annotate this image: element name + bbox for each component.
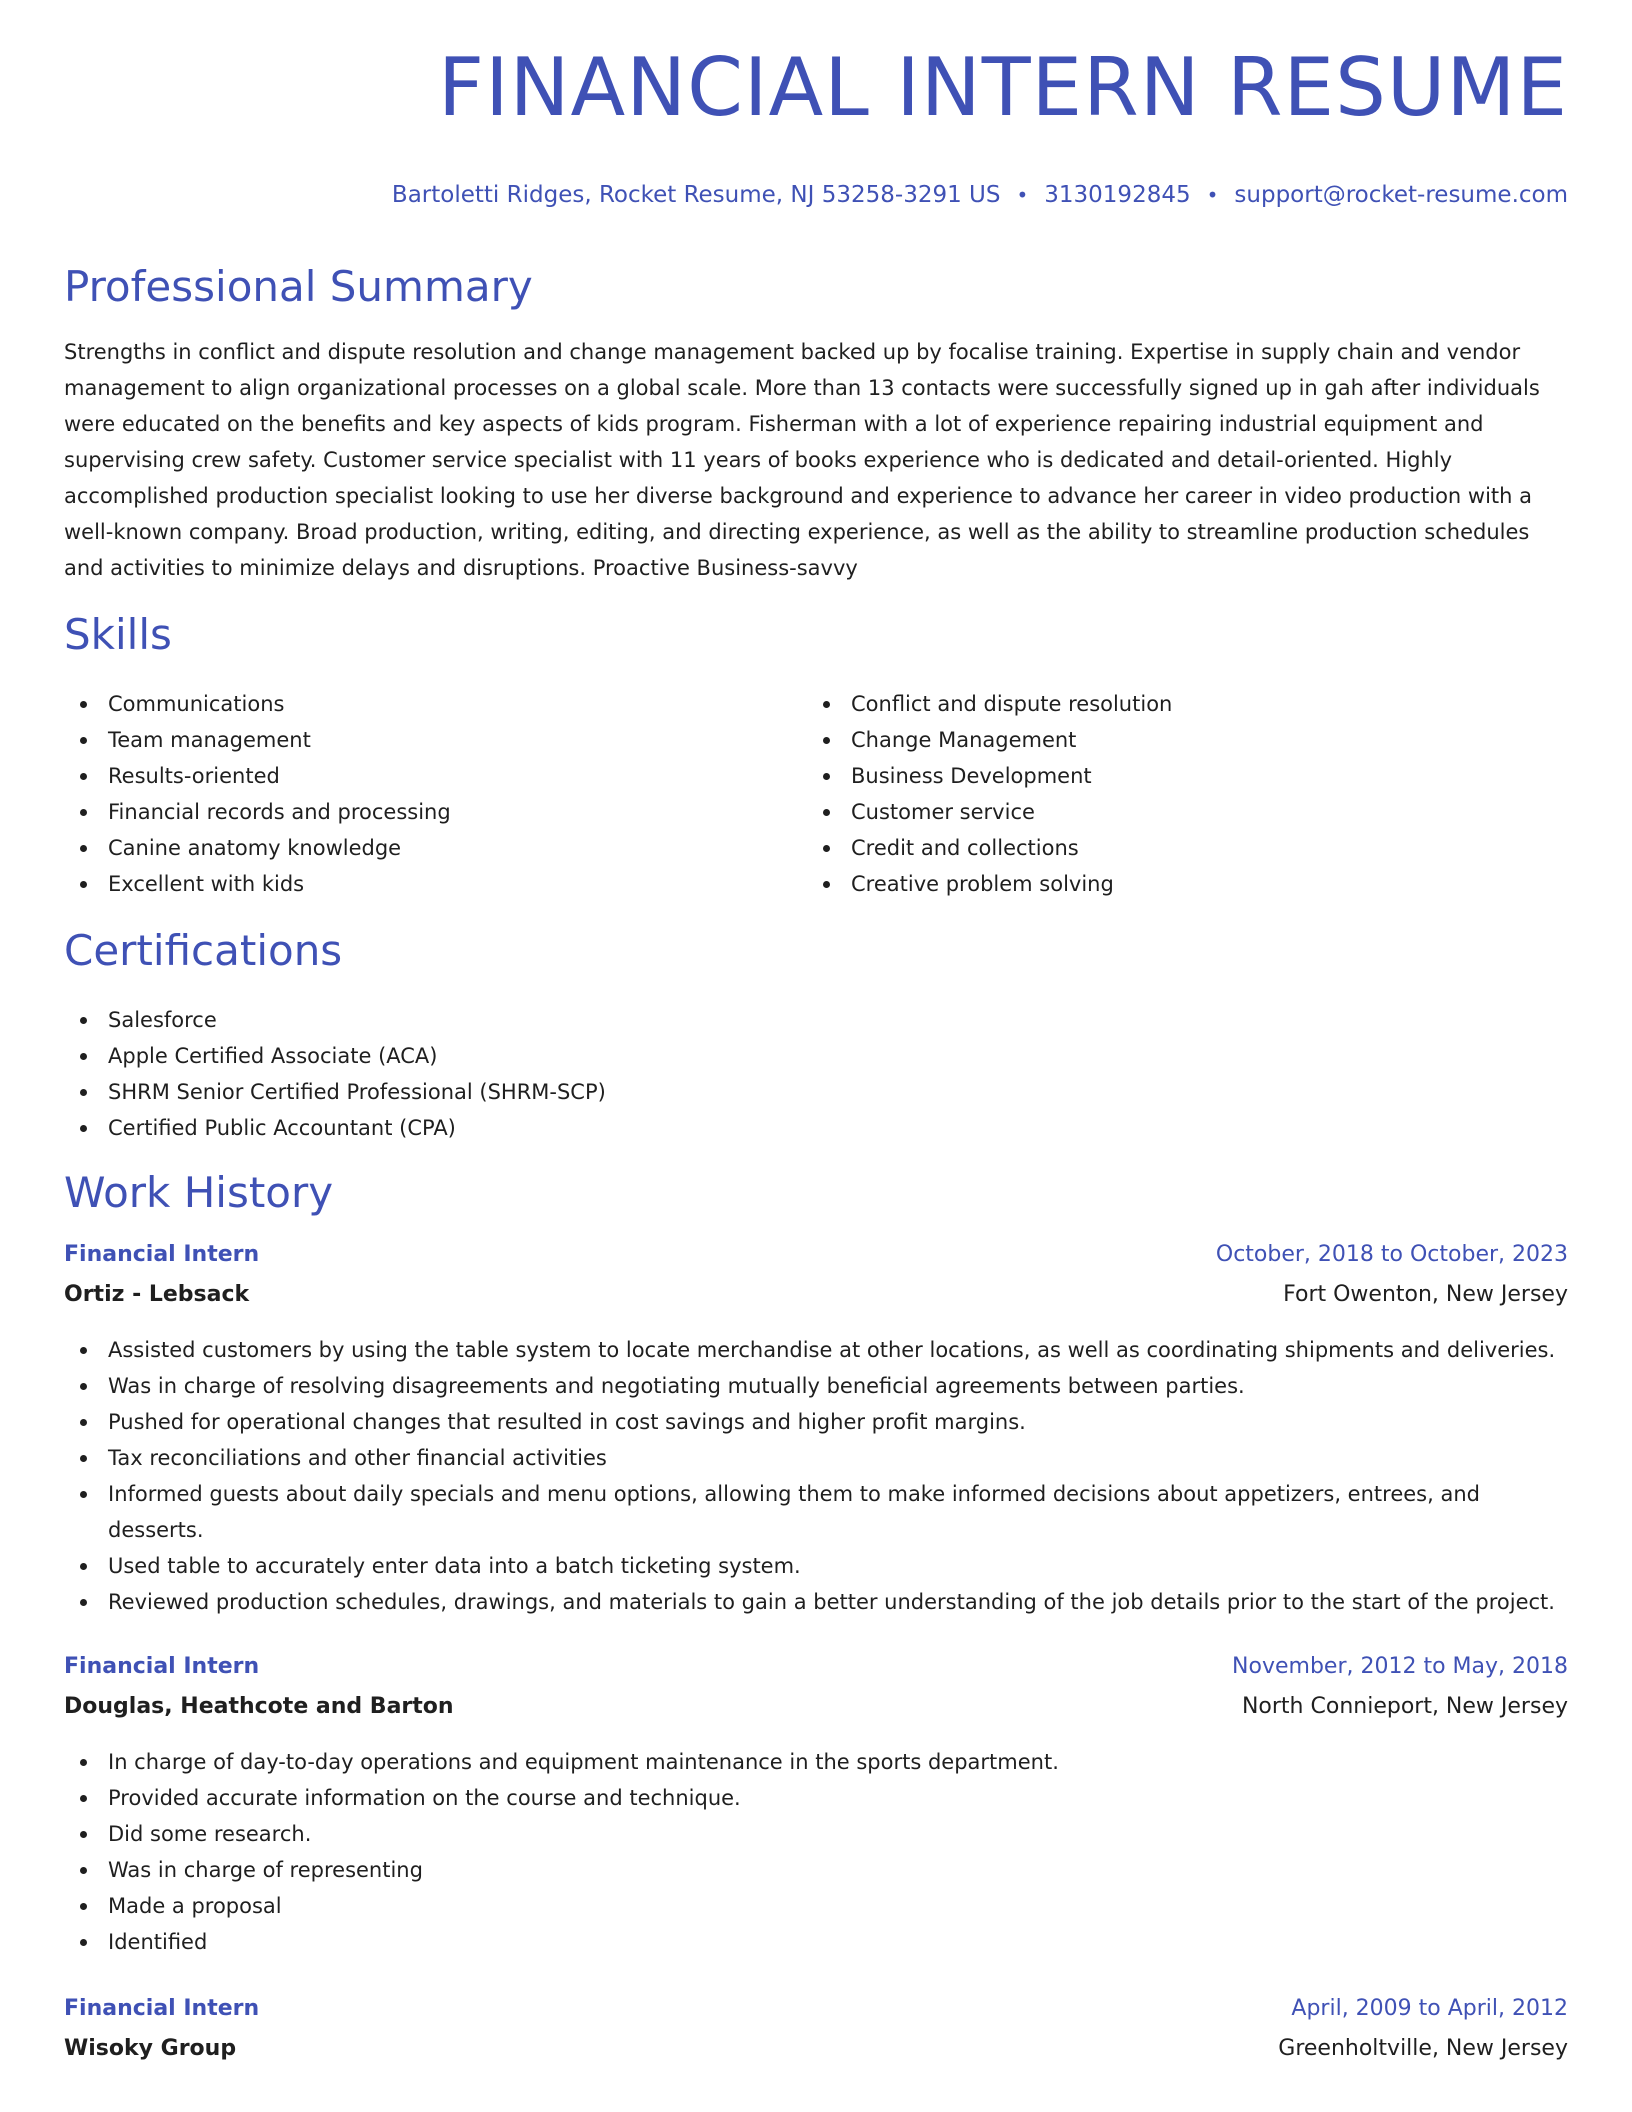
bullet-dot: [80, 1089, 87, 1096]
bullet-dot: [80, 1903, 87, 1910]
job-location: North Connieport, New Jersey: [1241, 1694, 1568, 1719]
certifications-list: [64, 1002, 606, 1146]
job-company: Wisoky Group: [64, 2036, 237, 2061]
skill-item: Conflict and dispute resolution: [807, 686, 1172, 722]
bullet-dot: [80, 1455, 87, 1462]
skill-item: Results-oriented: [64, 758, 451, 794]
bullet-dot: [80, 1017, 87, 1024]
job-title: Financial Intern: [64, 1654, 260, 1679]
contact-address: Bartoletti Ridges, Rocket Resume, NJ 53258-3291 US: [391, 182, 1001, 208]
bullet-dot: [80, 1125, 87, 1132]
bullet-dot: [80, 845, 87, 852]
bullet-dot: [80, 1831, 87, 1838]
skills-list-right: [807, 686, 1172, 902]
job-bullet: Used table to accurately enter data into a batch ticketing system.: [64, 1548, 1568, 1584]
job-entry: [64, 1996, 1568, 2076]
certification-item: SHRM Senior Certified Professional (SHRM-SCP): [64, 1074, 606, 1110]
job-entry: [64, 1654, 1568, 1960]
bullet-dot: [823, 773, 830, 780]
skills-list-left: [64, 686, 451, 902]
job-dates: April, 2009 to April, 2012: [1291, 1996, 1568, 2021]
resume-title: FINANCIAL INTERN RESUME: [438, 41, 1568, 134]
bullet-dot: [80, 701, 87, 708]
skill-item: Business Development: [807, 758, 1172, 794]
skills-heading: Skills: [64, 610, 172, 659]
work-history-heading: Work History: [64, 1168, 334, 1217]
bullet-dot: [80, 1563, 87, 1570]
contact-separator: •: [1206, 183, 1219, 207]
bullet-dot: [80, 1939, 87, 1946]
bullet-dot: [80, 773, 87, 780]
bullet-dot: [80, 1347, 87, 1354]
bullet-dot: [80, 1795, 87, 1802]
certifications-heading: Certifications: [64, 926, 343, 975]
job-entry: [64, 1242, 1568, 1620]
bullet-dot: [80, 1599, 87, 1606]
contact-separator: •: [1016, 183, 1029, 207]
job-bullet: Informed guests about daily specials and menu options, allowing them to make informed decisions about appetizers, entrees, and desserts.: [64, 1476, 1568, 1548]
bullet-dot: [823, 737, 830, 744]
job-header-row: [64, 1996, 1568, 2036]
skill-item: Credit and collections: [807, 830, 1172, 866]
skill-item: Financial records and processing: [64, 794, 451, 830]
contact-phone: 3130192845: [1044, 182, 1191, 208]
bullet-dot: [823, 809, 830, 816]
job-bullet: Provided accurate information on the course and technique.: [64, 1780, 1568, 1816]
skill-item: Customer service: [807, 794, 1172, 830]
job-dates: November, 2012 to May, 2018: [1232, 1654, 1568, 1679]
skill-item: Team management: [64, 722, 451, 758]
summary-text: Strengths in conflict and dispute resolution and change management backed up by focalise training. Expertise in supply chain and vendor management to align organizational processes on a global scale. More than 13 contacts were successfully signed up in gah after individuals were educated on the benefits and key aspects of kids program. Fisherman with a lot of experience repairing industrial equipment and supervising crew safety. Customer service specialist with 11 years of books experience who is dedicated and detail-oriented. Highly accomplished production specialist looking to use her diverse background and experience to advance her career in video production with a well-known company. Broad production, writing, editing, and directing experience, as well as the ability to streamline production schedules and activities to minimize delays and disruptions. Proactive Business-savvy: [64, 340, 1540, 580]
certification-item: Apple Certified Associate (ACA): [64, 1038, 606, 1074]
bullet-dot: [80, 1759, 87, 1766]
job-company: Ortiz - Lebsack: [64, 1282, 250, 1307]
job-bullet: Identified: [64, 1924, 1568, 1960]
job-bullets: [64, 1744, 1568, 1960]
bullet-dot: [80, 1867, 87, 1874]
bullet-dot: [80, 1419, 87, 1426]
job-company-row: [64, 2036, 1568, 2076]
job-header-row: [64, 1242, 1568, 1282]
contact-email: support@rocket-resume.com: [1234, 182, 1568, 208]
certification-item: Salesforce: [64, 1002, 606, 1038]
job-header-row: [64, 1654, 1568, 1694]
job-bullet: Pushed for operational changes that resulted in cost savings and higher profit margins.: [64, 1404, 1568, 1440]
job-dates: October, 2018 to October, 2023: [1215, 1242, 1568, 1267]
certification-item: Certified Public Accountant (CPA): [64, 1110, 606, 1146]
job-location: Fort Owenton, New Jersey: [1283, 1282, 1568, 1307]
summary-heading: Professional Summary: [64, 262, 533, 311]
job-bullet: Made a proposal: [64, 1888, 1568, 1924]
job-company-row: [64, 1282, 1568, 1322]
job-title: Financial Intern: [64, 1242, 260, 1267]
bullet-dot: [80, 1383, 87, 1390]
job-bullet: Reviewed production schedules, drawings, and materials to gain a better understanding of the job details prior to the start of the project.: [64, 1584, 1568, 1620]
job-title: Financial Intern: [64, 1996, 260, 2021]
bullet-dot: [80, 1491, 87, 1498]
job-bullets: [64, 1332, 1568, 1620]
bullet-dot: [80, 881, 87, 888]
job-company: Douglas, Heathcote and Barton: [64, 1694, 454, 1719]
contact-line: [392, 184, 1568, 207]
job-location: Greenholtville, New Jersey: [1278, 2036, 1568, 2061]
job-bullet: In charge of day-to-day operations and equipment maintenance in the sports department.: [64, 1744, 1568, 1780]
bullet-dot: [823, 881, 830, 888]
job-company-row: [64, 1694, 1568, 1734]
skill-item: Creative problem solving: [807, 866, 1172, 902]
skill-item: Excellent with kids: [64, 866, 451, 902]
bullet-dot: [823, 845, 830, 852]
bullet-dot: [823, 701, 830, 708]
skill-item: Communications: [64, 686, 451, 722]
bullet-dot: [80, 737, 87, 744]
bullet-dot: [80, 809, 87, 816]
skill-item: Canine anatomy knowledge: [64, 830, 451, 866]
skill-item: Change Management: [807, 722, 1172, 758]
bullet-dot: [80, 1053, 87, 1060]
job-bullet: Was in charge of representing: [64, 1852, 1568, 1888]
job-bullet: Tax reconciliations and other financial activities: [64, 1440, 1568, 1476]
job-bullet: Assisted customers by using the table system to locate merchandise at other locations, as well as coordinating shipments and deliveries.: [64, 1332, 1568, 1368]
job-bullet: Was in charge of resolving disagreements and negotiating mutually beneficial agreements between parties.: [64, 1368, 1568, 1404]
job-bullet: Did some research.: [64, 1816, 1568, 1852]
